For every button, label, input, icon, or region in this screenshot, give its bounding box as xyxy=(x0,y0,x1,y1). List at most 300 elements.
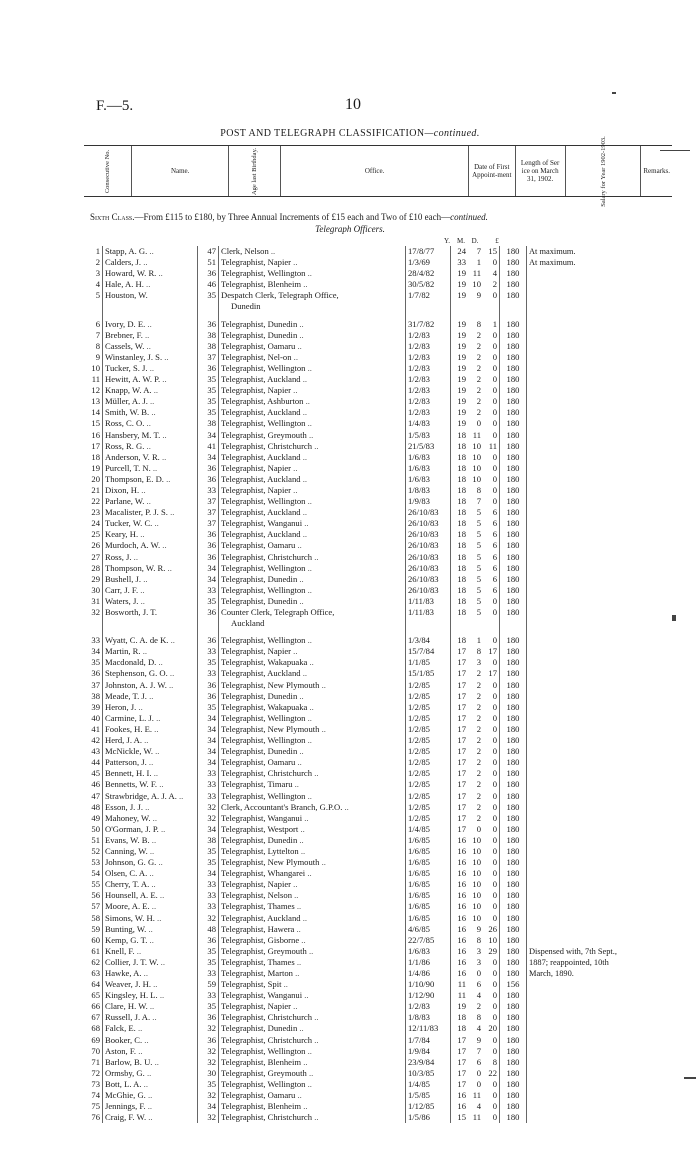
row-date: 1/9/84 xyxy=(406,1046,451,1057)
units-row xyxy=(440,237,504,245)
row-age: 35 xyxy=(198,1001,219,1012)
row-salary: 180 xyxy=(500,430,527,441)
row-months: 2 xyxy=(476,701,481,712)
row-remarks xyxy=(527,330,675,341)
row-salary: 180 xyxy=(500,540,527,551)
row-age: 37 xyxy=(198,518,219,529)
leader-dots: .. xyxy=(302,518,309,529)
page-title-continued: —continued. xyxy=(424,128,480,139)
scan-mark xyxy=(684,1077,696,1079)
row-salary: 180 xyxy=(500,668,527,679)
leader-dots: .. xyxy=(306,945,314,956)
row-months: 0 xyxy=(476,823,481,834)
leader-dots: .. xyxy=(301,279,308,290)
row-name: Hansbery, M. T. .. xyxy=(103,430,198,441)
row-months: 10 xyxy=(472,279,481,290)
table-row xyxy=(84,363,674,374)
row-months: 1 xyxy=(476,257,481,268)
leader-dots: .. xyxy=(138,529,145,540)
row-months: 5 xyxy=(476,529,481,540)
row-number: 68 xyxy=(91,1023,100,1034)
row-salary: 180 xyxy=(500,935,527,946)
row-office: Telegraphist, Wellington .. xyxy=(219,563,406,574)
leader-dots: .. xyxy=(160,374,167,385)
row-date: 26/10/83 xyxy=(406,552,451,563)
row-age: 33 xyxy=(198,791,219,802)
leader-dots: .. xyxy=(142,329,150,340)
row-years: 18 xyxy=(451,529,469,540)
row-office: Telegraphist, Thames .. xyxy=(219,957,406,968)
row-name: Craig, F. W. .. xyxy=(103,1112,198,1123)
leader-dots: .. xyxy=(312,440,319,451)
row-number: 72 xyxy=(91,1067,100,1078)
leader-dots: .. xyxy=(312,1034,319,1045)
row-age: 32 xyxy=(198,813,219,824)
row-remarks xyxy=(527,857,675,868)
row-age: 33 xyxy=(198,879,219,890)
row-date: 1/2/83 xyxy=(406,1001,451,1012)
leader-dots: .. xyxy=(268,246,276,256)
row-remarks xyxy=(527,1012,675,1023)
leader-dots: .. xyxy=(145,1090,153,1101)
row-number: 75 xyxy=(91,1101,100,1112)
row-office: Telegraphist, Nel-on .. xyxy=(219,352,406,363)
row-age: 35 xyxy=(198,396,219,407)
leader-dots: .. xyxy=(300,668,308,679)
leader-dots: .. xyxy=(167,507,175,518)
leader-dots: .. xyxy=(143,279,151,290)
row-months: 8 xyxy=(476,484,481,495)
row-number: 46 xyxy=(91,779,100,790)
row-years: 19 xyxy=(451,385,469,396)
row-days: 0 xyxy=(492,362,497,373)
row-number: 16 xyxy=(91,429,100,440)
row-days: 0 xyxy=(492,956,497,967)
row-months: 5 xyxy=(476,518,481,529)
row-name: Knapp, W. A. .. xyxy=(103,385,198,396)
table-row xyxy=(84,474,674,485)
row-salary: 180 xyxy=(500,702,527,713)
row-name: Murdoch, A. W. .. xyxy=(103,540,198,551)
row-number: 18 xyxy=(91,451,100,462)
leader-dots: .. xyxy=(342,801,349,812)
row-remarks xyxy=(527,635,675,646)
row-remarks xyxy=(527,713,675,724)
row-name: Olsen, C. A. .. xyxy=(103,868,198,879)
row-name: Thompson, W. R. .. xyxy=(103,563,198,574)
row-salary: 180 xyxy=(500,946,527,957)
row-days: 0 xyxy=(492,968,497,978)
row-office: Telegraphist, Whangarei .. xyxy=(219,868,406,879)
row-years: 19 xyxy=(451,396,469,407)
row-months: 0 xyxy=(476,418,481,429)
row-number: 61 xyxy=(91,945,100,956)
leader-dots: .. xyxy=(295,340,302,351)
row-office: Telegraphist, Dunedin .. xyxy=(219,330,406,341)
row-number: 1 xyxy=(95,246,100,256)
row-salary: 180 xyxy=(500,957,527,968)
table-row xyxy=(84,813,674,824)
table-row xyxy=(84,835,674,846)
leader-dots: .. xyxy=(305,790,312,801)
table-row xyxy=(84,352,674,363)
row-days: 2 xyxy=(492,279,497,290)
table-row xyxy=(84,935,674,946)
row-remarks xyxy=(527,418,675,429)
row-remarks xyxy=(527,846,675,857)
row-years: 16 xyxy=(451,968,469,979)
row-date: 1/6/85 xyxy=(406,846,451,857)
leader-dots: .. xyxy=(292,968,300,978)
table-row xyxy=(84,485,674,496)
row-years: 18 xyxy=(451,518,469,529)
row-remarks xyxy=(527,319,675,330)
row-name: Clare, H. W. .. xyxy=(103,1001,198,1012)
row-months: 5 xyxy=(476,551,481,562)
row-age: 35 xyxy=(198,290,219,301)
row-days: 0 xyxy=(492,451,497,462)
row-remarks: At maximum. xyxy=(527,246,675,257)
row-number: 50 xyxy=(91,823,100,834)
table-row xyxy=(84,396,674,407)
row-years: 19 xyxy=(451,290,469,301)
class-heading-text: —From £115 to £180, by Three Annual Increments of £15 each and Two of £10 each— xyxy=(134,212,451,222)
leader-dots: .. xyxy=(300,473,308,484)
leader-dots: .. xyxy=(300,529,308,540)
row-office: Telegraphist, Wellington .. xyxy=(219,735,406,746)
row-salary: 180 xyxy=(500,779,527,790)
row-age: 36 xyxy=(198,552,219,563)
row-years: 24 xyxy=(451,246,469,257)
row-remarks xyxy=(527,1079,675,1090)
row-office: Telegraphist, Auckland .. xyxy=(219,474,406,485)
row-months: 2 xyxy=(476,757,481,768)
leader-dots: .. xyxy=(302,812,309,823)
row-months: 2 xyxy=(476,351,481,362)
row-number: 21 xyxy=(91,484,100,495)
row-salary: 180 xyxy=(500,374,527,385)
leader-dots: .. xyxy=(150,979,158,990)
row-remarks xyxy=(527,396,675,407)
row-date: 1/2/83 xyxy=(406,385,451,396)
table-row xyxy=(84,768,674,779)
row-months: 5 xyxy=(476,584,481,595)
row-months: 10 xyxy=(472,890,481,901)
row-remarks xyxy=(527,1101,675,1112)
row-number: 54 xyxy=(91,868,100,879)
row-days: 0 xyxy=(492,679,497,690)
row-date: 26/10/83 xyxy=(406,585,451,596)
row-number: 13 xyxy=(91,396,100,407)
row-remarks xyxy=(527,757,675,768)
row-date: 26/10/83 xyxy=(406,518,451,529)
row-office: Telegraphist, Auckland .. xyxy=(219,452,406,463)
row-number: 55 xyxy=(91,879,100,890)
row-years: 18 xyxy=(451,507,469,518)
row-days: 0 xyxy=(492,385,497,396)
table-row xyxy=(84,518,674,529)
table-row xyxy=(84,968,674,979)
row-years: 16 xyxy=(451,879,469,890)
row-office: Telegraphist, Napier .. xyxy=(219,646,406,657)
row-number: 47 xyxy=(91,790,100,801)
row-age: 36 xyxy=(198,691,219,702)
row-years: 16 xyxy=(451,846,469,857)
row-office-continuation: Dunedin xyxy=(231,301,261,312)
row-months: 9 xyxy=(476,290,481,301)
leader-dots: .. xyxy=(144,1067,152,1078)
row-remarks xyxy=(527,385,675,396)
row-months: 2 xyxy=(476,396,481,407)
table-row xyxy=(84,1035,674,1046)
row-age: 36 xyxy=(198,680,219,691)
row-date: 31/7/82 xyxy=(406,319,451,330)
row-days: 0 xyxy=(492,351,497,362)
table-row xyxy=(84,441,674,452)
row-number: 23 xyxy=(91,507,100,518)
row-name: Tucker, S. J. .. xyxy=(103,363,198,374)
table-row xyxy=(84,463,674,474)
row-years: 16 xyxy=(451,913,469,924)
row-years: 17 xyxy=(451,735,469,746)
row-remarks xyxy=(527,802,675,813)
col-name: Name. xyxy=(132,146,229,197)
row-months: 0 xyxy=(476,1078,481,1089)
row-date: 1/3/84 xyxy=(406,635,451,646)
leader-dots: .. xyxy=(149,879,156,890)
row-office: Telegraphist, Christchurch .. xyxy=(219,441,406,452)
row-office: Telegraphist, Oamaru .. xyxy=(219,757,406,768)
row-remarks xyxy=(527,1035,675,1046)
row-years: 19 xyxy=(451,352,469,363)
page-title-main: POST AND TELEGRAPH CLASSIFICATION xyxy=(220,128,425,139)
row-years: 16 xyxy=(451,1090,469,1101)
row-remarks xyxy=(527,452,675,463)
row-salary: 180 xyxy=(500,901,527,912)
row-remarks xyxy=(527,691,675,702)
row-date: 1/6/83 xyxy=(406,946,451,957)
leader-dots: .. xyxy=(281,979,288,990)
row-office: Telegraphist, Napier .. xyxy=(219,463,406,474)
table-row xyxy=(84,430,674,441)
row-date: 26/10/83 xyxy=(406,540,451,551)
row-months: 7 xyxy=(476,496,481,507)
row-days: 0 xyxy=(492,812,497,823)
row-number: 41 xyxy=(91,723,100,734)
row-date: 1/2/85 xyxy=(406,779,451,790)
row-months: 10 xyxy=(472,462,481,473)
row-years: 16 xyxy=(451,868,469,879)
row-age: 38 xyxy=(198,835,219,846)
leader-dots: .. xyxy=(294,923,301,934)
row-name: Bunting, W. .. xyxy=(103,924,198,935)
row-years: 16 xyxy=(451,924,469,935)
leader-dots: .. xyxy=(156,268,163,279)
row-office: Telegraphist, Auckland .. xyxy=(219,374,406,385)
row-salary: 180 xyxy=(500,1035,527,1046)
row-age: 33 xyxy=(198,968,219,979)
leader-dots: .. xyxy=(292,890,299,901)
row-age: 33 xyxy=(198,646,219,657)
row-office-continuation: Auckland xyxy=(231,618,265,629)
table-row xyxy=(84,668,674,679)
row-months: 4 xyxy=(476,1023,481,1034)
row-date: 1/2/83 xyxy=(406,396,451,407)
row-salary: 180 xyxy=(500,396,527,407)
row-months: 2 xyxy=(476,768,481,779)
table-row xyxy=(84,552,674,563)
table-row xyxy=(84,735,674,746)
row-office: Telegraphist, Dunedin .. xyxy=(219,319,406,330)
row-age: 35 xyxy=(198,596,219,607)
scan-mark xyxy=(612,92,616,94)
row-name: Bennetts, W. F. .. xyxy=(103,779,198,790)
row-name: Stapp, A. G. .. xyxy=(103,246,198,257)
row-salary: 180 xyxy=(500,646,527,657)
row-days: 0 xyxy=(492,768,497,779)
leader-dots: .. xyxy=(176,790,184,801)
table-row xyxy=(84,657,674,668)
row-date: 1/5/86 xyxy=(406,1112,451,1123)
leader-dots: .. xyxy=(158,823,166,834)
page-title xyxy=(0,128,700,139)
row-days: 11 xyxy=(488,440,497,451)
row-years: 17 xyxy=(451,813,469,824)
row-years: 18 xyxy=(451,585,469,596)
row-name: Booker, C. .. xyxy=(103,1035,198,1046)
row-name: Bushell, J. .. xyxy=(103,574,198,585)
table-row xyxy=(84,290,674,301)
leader-dots: .. xyxy=(301,1056,308,1067)
row-remarks xyxy=(527,430,675,441)
row-remarks xyxy=(527,824,675,835)
row-age: 36 xyxy=(198,268,219,279)
row-office: Telegraphist, Wellington .. xyxy=(219,1046,406,1057)
leader-dots: .. xyxy=(147,934,154,945)
row-date: 1/2/83 xyxy=(406,330,451,341)
row-salary: 180 xyxy=(500,890,527,901)
sub-heading: Telegraph Officers. xyxy=(315,224,385,234)
row-days: 8 xyxy=(492,1056,497,1067)
row-number: 40 xyxy=(91,712,100,723)
table-row xyxy=(84,385,674,396)
table-row xyxy=(84,268,674,279)
table-row xyxy=(84,890,674,901)
leader-dots: .. xyxy=(312,1012,319,1023)
row-remarks xyxy=(527,646,675,657)
row-office: Telegraphist, Wellington .. xyxy=(219,496,406,507)
leader-dots: .. xyxy=(305,584,312,595)
leader-dots: .. xyxy=(151,768,158,779)
leader-dots: .. xyxy=(297,746,304,757)
row-number: 63 xyxy=(91,968,100,978)
leader-dots: .. xyxy=(305,735,312,746)
row-office: Clerk, Accountant's Branch, G.P.O. .. xyxy=(219,802,406,813)
row-number: 65 xyxy=(91,990,100,1001)
row-years: 18 xyxy=(451,1023,469,1034)
table-row xyxy=(84,246,674,257)
row-office: Telegraphist, Marton .. xyxy=(219,968,406,979)
row-age: 37 xyxy=(198,496,219,507)
row-years: 18 xyxy=(451,452,469,463)
leader-dots: .. xyxy=(142,801,150,812)
leader-dots: .. xyxy=(291,351,298,362)
row-age: 33 xyxy=(198,668,219,679)
paper-reference: F.—5. xyxy=(96,98,134,114)
row-number: 31 xyxy=(91,595,100,606)
row-number: 56 xyxy=(91,890,100,901)
leader-dots: .. xyxy=(295,540,302,551)
col-length: Length of Ser ice on March 31, 1902. xyxy=(515,146,565,197)
row-years: 19 xyxy=(451,418,469,429)
row-salary: 180 xyxy=(500,824,527,835)
row-age: 34 xyxy=(198,868,219,879)
table-row xyxy=(84,702,674,713)
row-years: 18 xyxy=(451,607,469,618)
row-date: 1/4/86 xyxy=(406,968,451,979)
row-office: Telegraphist, Wellington .. xyxy=(219,585,406,596)
row-name: Ross, J. .. xyxy=(103,552,198,563)
col-age: Age last Birthday. xyxy=(229,146,281,197)
row-office: Telegraphist, Auckland .. xyxy=(219,668,406,679)
row-months: 4 xyxy=(476,1101,481,1112)
row-days: 0 xyxy=(492,462,497,473)
row-number: 44 xyxy=(91,757,100,768)
classification-table xyxy=(84,246,674,1123)
row-number: 67 xyxy=(91,1012,100,1023)
row-age: 47 xyxy=(198,246,219,257)
row-remarks xyxy=(527,901,675,912)
row-age: 51 xyxy=(198,257,219,268)
row-number: 15 xyxy=(91,418,100,429)
row-salary: 180 xyxy=(500,1079,527,1090)
leader-dots: .. xyxy=(146,690,154,701)
row-days: 4 xyxy=(492,268,497,279)
row-salary: 180 xyxy=(500,290,527,301)
leader-dots: .. xyxy=(150,1012,157,1023)
row-age: 37 xyxy=(198,507,219,518)
row-months: 3 xyxy=(476,945,481,956)
row-age: 34 xyxy=(198,757,219,768)
row-days: 0 xyxy=(492,429,497,440)
table-row xyxy=(84,924,674,935)
row-salary: 180 xyxy=(500,990,527,1001)
row-remarks: At maximum. xyxy=(527,257,675,268)
row-years: 19 xyxy=(451,363,469,374)
table-row xyxy=(84,779,674,790)
row-remarks xyxy=(527,868,675,879)
row-years: 18 xyxy=(451,552,469,563)
row-number: 9 xyxy=(95,351,100,362)
leader-dots: .. xyxy=(151,385,159,396)
leader-dots: .. xyxy=(300,912,308,923)
row-date: 1/2/85 xyxy=(406,791,451,802)
row-salary: 180 xyxy=(500,268,527,279)
row-months: 3 xyxy=(476,956,481,967)
row-name: Cherry, T. A. .. xyxy=(103,879,198,890)
row-office: Telegraphist, Wellington .. xyxy=(219,791,406,802)
row-date: 1/6/85 xyxy=(406,868,451,879)
row-date: 1/5/85 xyxy=(406,1090,451,1101)
row-months: 5 xyxy=(476,573,481,584)
row-age: 35 xyxy=(198,957,219,968)
row-name: Mahoney, W. .. xyxy=(103,813,198,824)
row-number: 45 xyxy=(91,768,100,779)
table-row xyxy=(84,901,674,912)
row-days: 0 xyxy=(492,1112,497,1123)
leader-dots: .. xyxy=(140,646,148,657)
table-row xyxy=(84,563,674,574)
